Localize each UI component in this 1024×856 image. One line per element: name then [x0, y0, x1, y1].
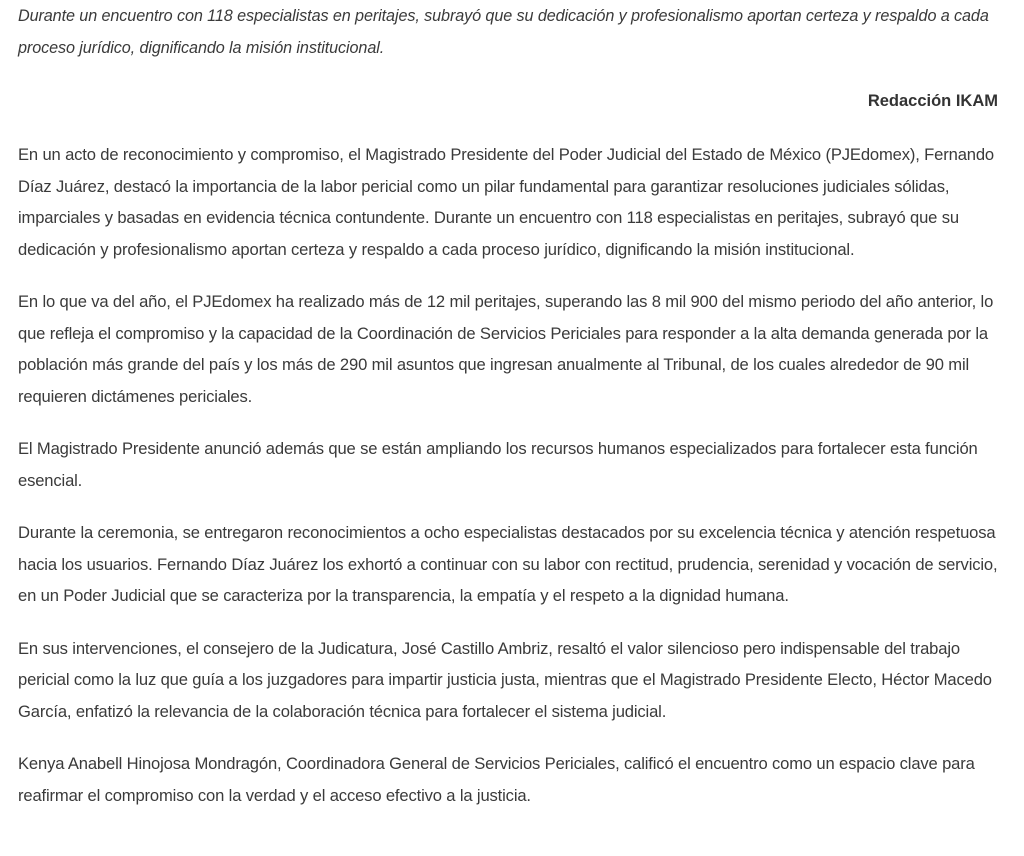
article-paragraph: En sus intervenciones, el consejero de la Judicatura, José Castillo Ambriz, resaltó el valor silencioso pero indispensable del trabajo pericial como la luz que guía a los juzgadores para impartir justicia justa, mientras que el Magistrado Presidente Electo, Héctor Macedo García, enfatizó la relevancia de la colaboración técnica para fortalecer el sistema judicial. [18, 638, 992, 721]
article-paragraph: Kenya Anabell Hinojosa Mondragón, Coordinadora General de Servicios Periciales, calificó el encuentro como un espacio clave para reafirmar el compromiso con la verdad y el acceso efectivo a la justicia. [18, 754, 975, 805]
news-article [18, 0, 1008, 832]
article-byline: Redacción IKAM [867, 92, 998, 110]
article-lede: Durante un encuentro con 118 especialistas en peritajes, subrayó que su dedicación y profesionalismo aportan certeza y respaldo a cada proceso jurídico, dignificando la misión institucional. [18, 7, 989, 57]
article-paragraph: En un acto de reconocimiento y compromiso, el Magistrado Presidente del Poder Judicial del Estado de México (PJEdomex), Fernando Díaz Juárez, destacó la importancia de la labor pericial como un pilar fundamental para garantizar resoluciones judiciales sólidas, imparciales y basadas en evidencia técnica contundente. Durante un encuentro con 118 especialistas en peritajes, subrayó que su dedicación y profesionalismo aportan certeza y respaldo a cada proceso jurídico, dignificando la misión institucional. [18, 145, 995, 259]
article-paragraph: Durante la ceremonia, se entregaron reconocimientos a ocho especialistas destacados por su excelencia técnica y atención respetuosa hacia los usuarios. Fernando Díaz Juárez los exhortó a continuar con su labor con rectitud, prudencia, serenidad y vocación de servicio, en un Poder Judicial que se caracteriza por la transparencia, la empatía y el respeto a la dignidad humana. [18, 523, 998, 605]
article-paragraph: En lo que va del año, el PJEdomex ha realizado más de 12 mil peritajes, superando las 8 mil 900 del mismo periodo del año anterior, lo que refleja el compromiso y la capacidad de la Coordinación de Servicios Periciales para responder a la alta demanda generada por la población más grande del país y los más de 290 mil asuntos que ingresan anualmente al Tribunal, de los cuales alrededor de 90 mil requieren dictámenes periciales. [18, 292, 994, 406]
article-paragraph: El Magistrado Presidente anunció además que se están ampliando los recursos humanos especializados para fortalecer esta función esencial. [18, 439, 978, 490]
